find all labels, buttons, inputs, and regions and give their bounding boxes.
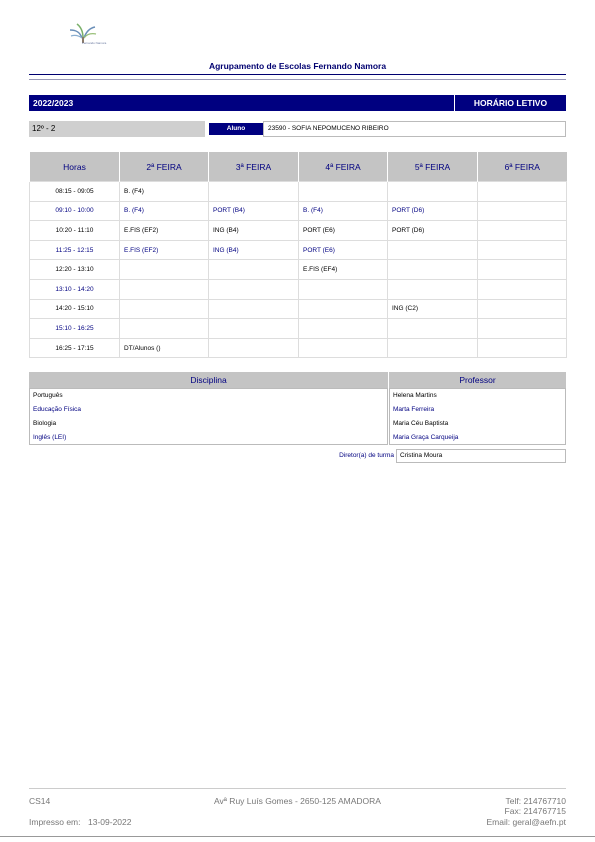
schedule-cell (388, 240, 478, 260)
schedule-cell: PORT (E6) (299, 240, 388, 260)
col-header: 3ª FEIRA (209, 152, 299, 182)
header-divider (29, 74, 566, 75)
schedule-cell (478, 240, 567, 260)
schedule-row (30, 319, 567, 339)
schedule-cell (478, 201, 567, 221)
schedule-cell (209, 319, 299, 339)
schedule-cell (209, 182, 299, 202)
schedule-cell (388, 338, 478, 358)
schedule-cell (120, 299, 209, 319)
disciplina-item: Educação Física (33, 406, 82, 413)
schedule-cell (388, 182, 478, 202)
telephone: Telf: 214767710 (505, 796, 566, 806)
schedule-cell (478, 221, 567, 241)
schedule-row (30, 201, 567, 221)
schedule-cell (209, 338, 299, 358)
schedule-row (30, 182, 567, 202)
class-director-row (29, 449, 566, 463)
schedule-cell: B. (F4) (120, 182, 209, 202)
schedule-type-label: HORÁRIO LETIVO (454, 95, 566, 111)
school-year: 2022/2023 (33, 98, 74, 108)
fax: Fax: 214767715 (504, 806, 566, 816)
schedule-cell: PORT (B4) (209, 201, 299, 221)
printed-date: 13-09-2022 (88, 817, 132, 827)
schedule-row (30, 299, 567, 319)
student-value: 23590 - SOFIA NEPOMUCENO RIBEIRO (263, 121, 566, 137)
school-address: Avª Ruy Luís Gomes - 2650-125 AMADORA (214, 796, 381, 806)
schedule-cell: E.FIS (EF4) (299, 260, 388, 280)
schedule-cell (299, 279, 388, 299)
student-label: Aluno (209, 123, 263, 135)
schedule-cell (478, 319, 567, 339)
student-row (29, 121, 566, 137)
professor-header: Professor (389, 372, 566, 388)
class-director-label: Diretor(a) de turma (339, 452, 394, 459)
schedule-cell (478, 182, 567, 202)
schedule-cell (120, 260, 209, 280)
schedule-cell (478, 279, 567, 299)
schedule-cell: ING (B4) (209, 240, 299, 260)
school-logo (66, 22, 118, 48)
schedule-cell (120, 319, 209, 339)
schedule-cell (478, 299, 567, 319)
time-slot: 09:10 - 10:00 (30, 201, 120, 221)
schedule-row (30, 240, 567, 260)
professor-item: Helena Martins (393, 392, 437, 399)
time-slot: 10:20 - 11:10 (30, 221, 120, 241)
professor-item: Maria Céu Baptista (393, 420, 449, 427)
schedule-cell: E.FIS (EF2) (120, 221, 209, 241)
schedule-cell (209, 260, 299, 280)
schedule-cell: ING (B4) (209, 221, 299, 241)
disciplina-item: Biologia (33, 420, 57, 427)
schedule-cell: PORT (E6) (299, 221, 388, 241)
schedule-cell (120, 279, 209, 299)
header-divider-thin (29, 79, 566, 80)
schedule-cell: PORT (D6) (388, 221, 478, 241)
professor-item: Marta Ferreira (393, 406, 435, 413)
col-header: 4ª FEIRA (299, 152, 388, 182)
schedule-cell: DT/Alunos () (120, 338, 209, 358)
class-director-value: Cristina Moura (396, 449, 566, 463)
schedule-row (30, 338, 567, 358)
schedule-row (30, 221, 567, 241)
email: Email: geral@aefn.pt (486, 817, 566, 827)
schedule-cell (478, 260, 567, 280)
schedule-table (29, 152, 567, 358)
time-slot: 16:25 - 17:15 (30, 338, 120, 358)
time-slot: 13:10 - 14:20 (30, 279, 120, 299)
time-slot: 14:20 - 15:10 (30, 299, 120, 319)
time-slot: 11:25 - 12:15 (30, 240, 120, 260)
col-header: Horas (30, 152, 120, 182)
schedule-header-row (30, 152, 567, 182)
disciplina-list (29, 388, 388, 445)
col-header: 5ª FEIRA (388, 152, 478, 182)
schedule-cell (388, 319, 478, 339)
schedule-cell (388, 279, 478, 299)
schedule-cell (478, 338, 567, 358)
col-header: 6ª FEIRA (478, 152, 567, 182)
disciplina-header: Disciplina (29, 372, 388, 388)
subjects-table (29, 372, 566, 445)
time-slot: 15:10 - 16:25 (30, 319, 120, 339)
professor-item: Maria Graça Carqueija (393, 434, 459, 441)
schedule-cell (299, 299, 388, 319)
professor-list (389, 388, 566, 445)
schedule-cell: PORT (D6) (388, 201, 478, 221)
class-name: 12º - 2 (29, 121, 205, 137)
schedule-row (30, 279, 567, 299)
schedule-cell (299, 182, 388, 202)
schedule-cell (299, 338, 388, 358)
schedule-cell (209, 299, 299, 319)
schedule-row (30, 260, 567, 280)
page-bottom-line (0, 836, 595, 837)
schedule-cell: B. (F4) (299, 201, 388, 221)
title-bar (29, 95, 566, 111)
disciplina-item: Inglês (LEI) (33, 434, 67, 441)
school-name: Agrupamento de Escolas Fernando Namora (208, 61, 387, 71)
logo-text: Fernando Namora (82, 41, 107, 45)
schedule-cell (299, 319, 388, 339)
schedule-cell: E.FIS (EF2) (120, 240, 209, 260)
col-header: 2ª FEIRA (120, 152, 209, 182)
footer-divider (29, 788, 566, 789)
time-slot: 08:15 - 09:05 (30, 182, 120, 202)
document-code: CS14 (29, 796, 51, 806)
schedule-cell: B. (F4) (120, 201, 209, 221)
schedule-cell (388, 260, 478, 280)
time-slot: 12:20 - 13:10 (30, 260, 120, 280)
printed-label: Impresso em: (29, 817, 81, 827)
disciplina-item: Português (33, 392, 63, 399)
schedule-cell (209, 279, 299, 299)
schedule-cell: ING (C2) (388, 299, 478, 319)
